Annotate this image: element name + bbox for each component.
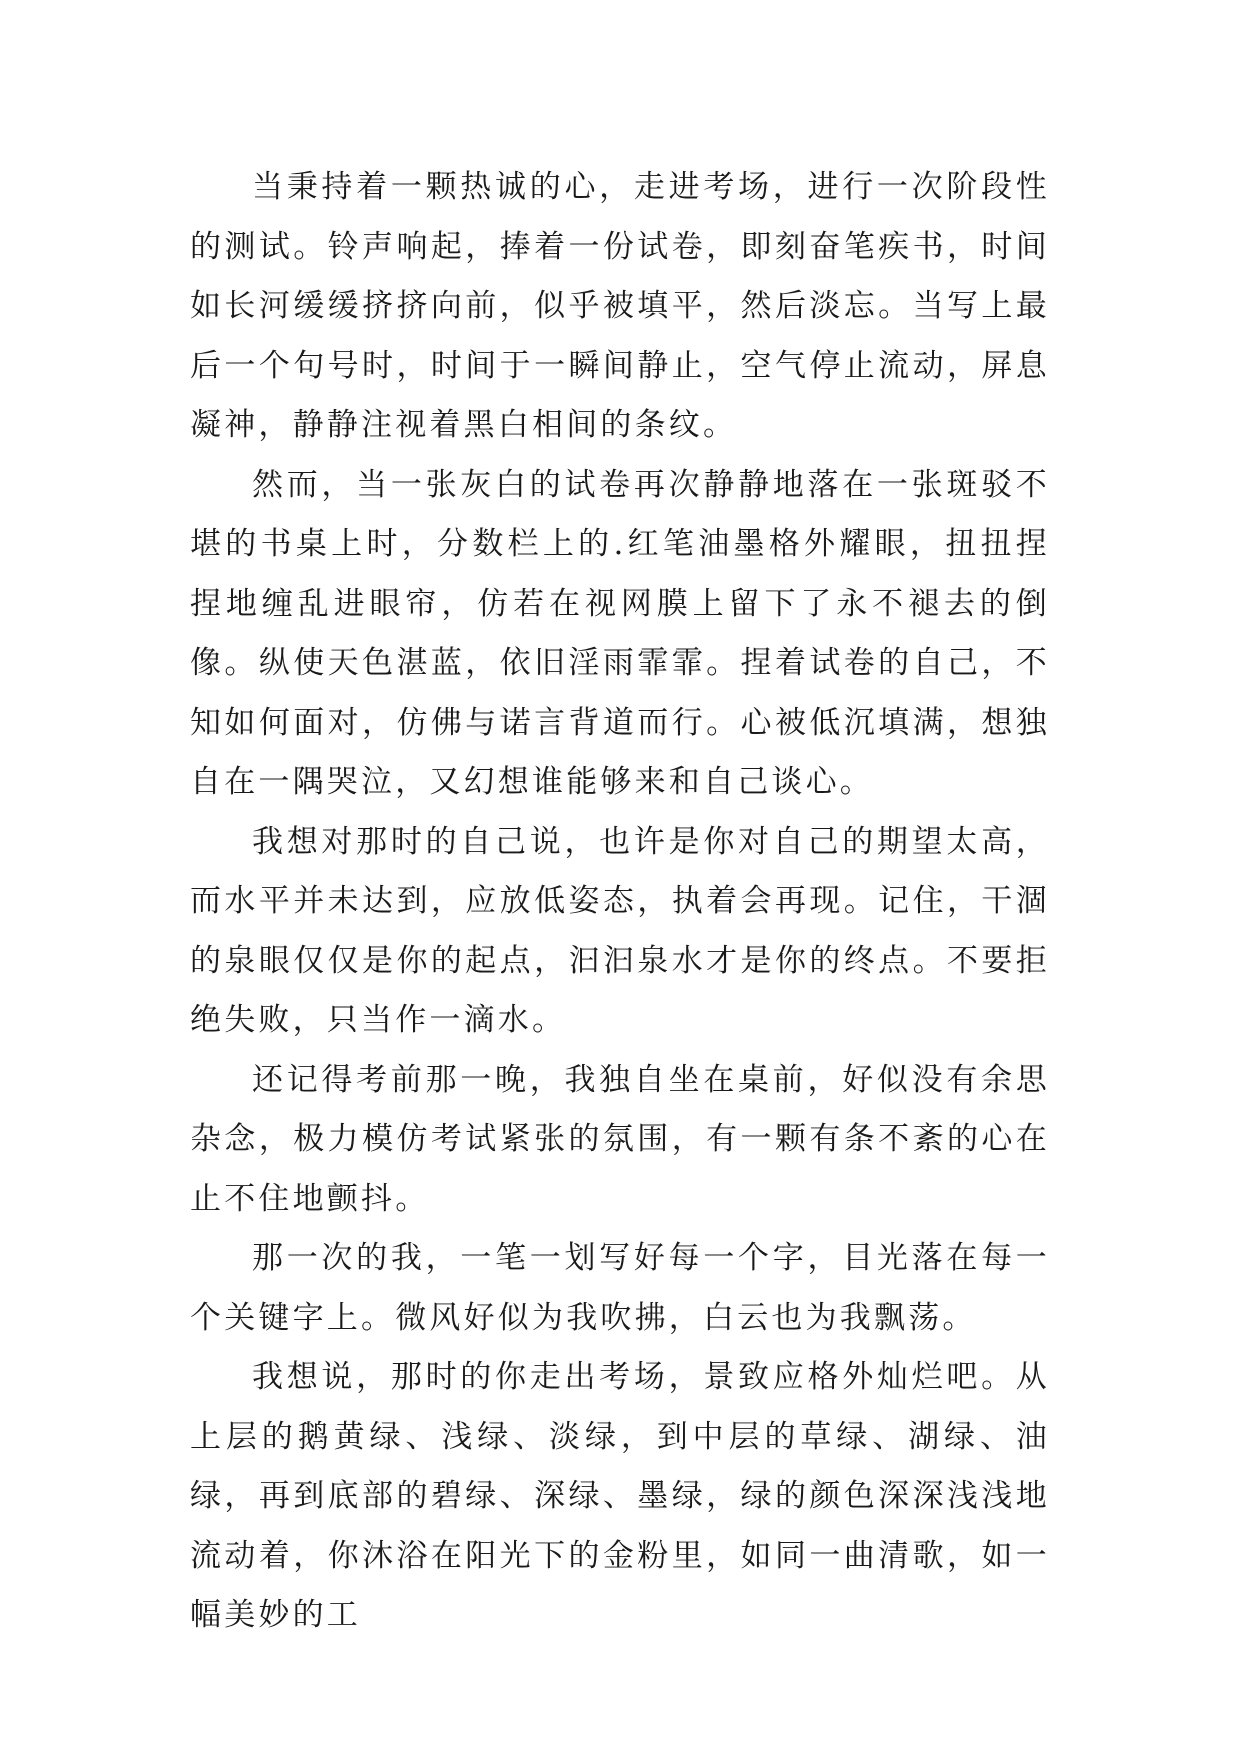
paragraph-1: 当秉持着一颗热诚的心，走进考场，进行一次阶段性的测试。铃声响起，捧着一份试卷，即刻奋笔疾书，时间如长河缓缓挤挤向前，似乎被填平，然后淡忘。当写上最后一个句号时，时间于一瞬间静止，空气停止流动，屏息凝神，静静注视着黑白相间的条纹。 <box>190 169 1050 443</box>
paragraph-5: 那一次的我，一笔一划写好每一个字，目光落在每一个关键字上。微风好似为我吹拂，白云也为我飘荡。 <box>190 1240 1050 1336</box>
paragraph-4: 还记得考前那一晚，我独自坐在桌前，好似没有余思杂念，极力模仿考试紧张的氛围，有一颗有条不紊的心在止不住地颤抖。 <box>190 1061 1050 1217</box>
paragraph-3: 我想对那时的自己说，也许是你对自己的期望太高，而水平并未达到，应放低姿态，执着会再现。记住，干涸的泉眼仅仅是你的起点，汩汩泉水才是你的终点。不要拒绝失败，只当作一滴水。 <box>190 823 1050 1038</box>
paragraph-2: 然而，当一张灰白的试卷再次静静地落在一张斑驳不堪的书桌上时，分数栏上的.红笔油墨格外耀眼，扭扭捏捏地缠乱进眼帘，仿若在视网膜上留下了永不褪去的倒像。纵使天色湛蓝，依旧淫雨霏霏。捏着试卷的自己，不知如何面对，仿佛与诺言背道而行。心被低沉填满，想独自在一隅哭泣，又幻想谁能够来和自己谈心。 <box>190 466 1050 800</box>
paragraph-6: 我想说，那时的你走出考场，景致应格外灿烂吧。从上层的鹅黄绿、浅绿、淡绿，到中层的草绿、湖绿、油绿，再到底部的碧绿、深绿、墨绿，绿的颜色深深浅浅地流动着，你沐浴在阳光下的金粉里，如同一曲清歌，如一幅美妙的工 <box>190 1359 1050 1633</box>
document-body <box>190 158 1050 1646</box>
